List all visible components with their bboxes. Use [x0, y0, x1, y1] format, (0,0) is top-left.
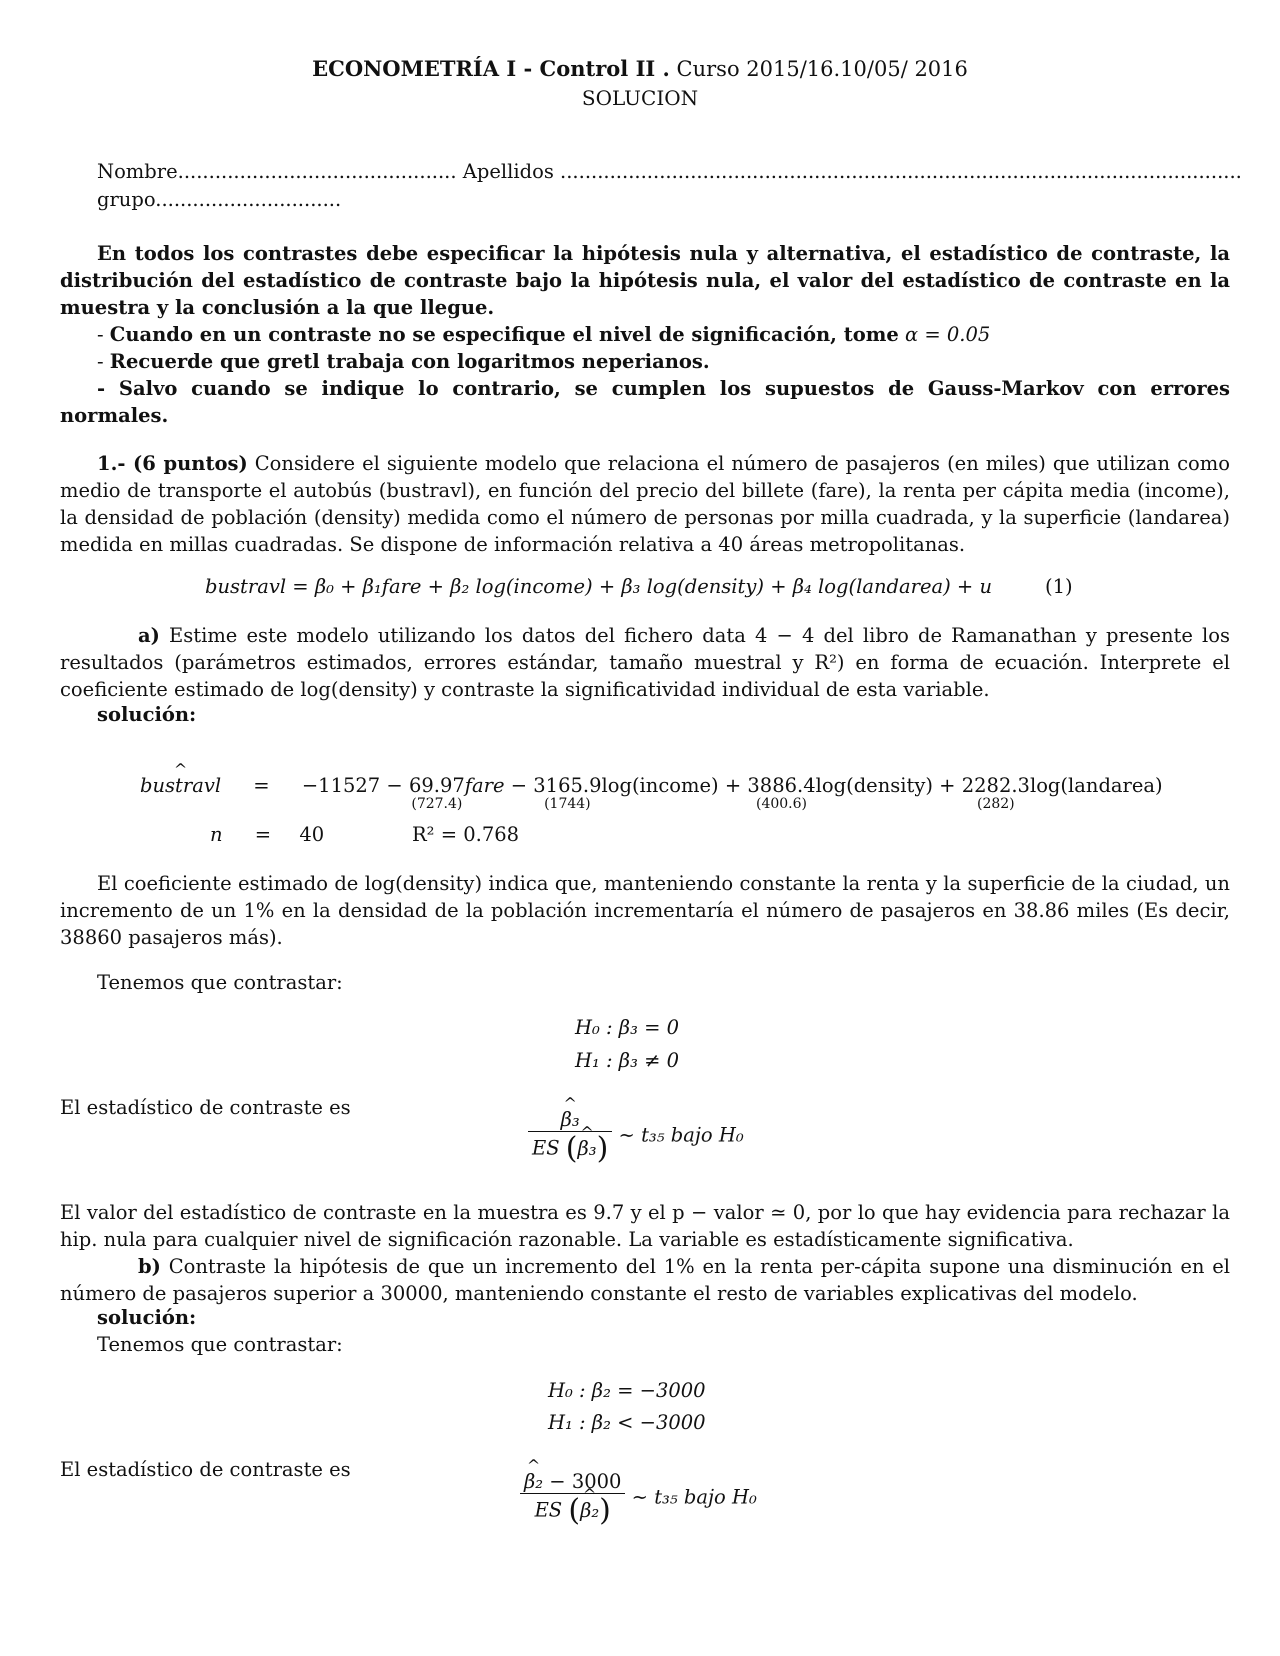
name-field[interactable] — [97, 160, 1242, 183]
term-fare: fare − — [464, 774, 528, 797]
model-equation: bustravl = β₀ + β₁fare + β₂ log(income) + β₃ log(density) + β₄ log(landarea) + u — [205, 575, 993, 598]
question-b-label: b) — [138, 1255, 161, 1278]
title-course: Curso 2015/16.10/05/ 2016 — [676, 57, 968, 81]
beta3-hat: ^ β₃ — [561, 1108, 580, 1131]
term-income: log(income) + — [601, 774, 742, 797]
interpretation-paragraph: El coeficiente estimado de log(density) indica que, manteniendo constante la renta y la superficie de la ciudad, un incremento de un 1% en la densidad de la población incrementaría el número de pasajeros en 38.86 miles (Es decir, 38860 pasajeros más). — [60, 872, 1230, 949]
question-1 — [60, 450, 1230, 558]
null-hypothesis-a: H₀ : β₃ = 0 — [575, 1016, 680, 1039]
test-statistic-a: ^ $\frac{\text{β₃}}{\text{ES (\textasciicircum{} β₃)}}$ ∼ t₃₅ bajo H₀ — [528, 1108, 744, 1164]
question-a — [60, 622, 1230, 703]
bullet: - — [97, 323, 110, 346]
se-income: (1744) — [544, 796, 591, 812]
test-statistic-b: ^ $\frac{\text{β₂ − 3000}}{\text{ES (\textasciicircum{} β₂)}}$ ∼ t₃₅ bajo H₀ — [520, 1470, 757, 1526]
equals-sign: = — [253, 774, 270, 797]
solution-b-label: solución: — [97, 1306, 197, 1329]
distribution-b: ∼ t₃₅ bajo H₀ — [631, 1485, 757, 1509]
sample-size-row: n = 40 — [210, 823, 325, 846]
se-landarea: (282) — [977, 796, 1015, 812]
null-hypothesis-b: H₀ : β₂ = −3000 — [548, 1379, 706, 1402]
stat-intro-b: El estadístico de contraste es — [60, 1458, 351, 1481]
es-label: ES — [534, 1498, 563, 1522]
beta3-hat-den: ^ β₃ — [578, 1137, 597, 1160]
se-fare: (727.4) — [411, 796, 463, 812]
term-density: log(density) + — [815, 774, 956, 797]
beta2-hat-den: ^ β₂ — [580, 1499, 599, 1522]
n-value: 40 — [299, 823, 325, 846]
coef-landarea: 2282.3 (282) — [961, 774, 1030, 812]
question-1-label: 1.- (6 puntos) — [97, 452, 248, 475]
test-intro-a: Tenemos que contrastar: — [97, 971, 343, 994]
question-b-text: Contraste la hipótesis de que un incremento del 1% en la renta per-cápita supone una disminución en el número de pasajeros superior a 30000, manteniendo constante el resto de variables explicativas del modelo. — [60, 1255, 1230, 1305]
num-rest: − 3000 — [543, 1470, 622, 1493]
term-landarea: log(landarea) — [1029, 774, 1163, 797]
alpha-value: α = 0.05 — [905, 323, 991, 346]
beta2-hat: ^ β₂ — [524, 1470, 543, 1493]
es-label: ES — [532, 1136, 560, 1160]
r-squared: R² = 0.768 — [412, 823, 520, 846]
question-b — [60, 1253, 1230, 1307]
coef-income: 3165.9 (1744) — [533, 774, 602, 812]
question-a-label: a) — [138, 624, 160, 647]
se-density: (400.6) — [756, 796, 808, 812]
bullet: - — [97, 350, 110, 373]
instructions-paragraph: En todos los contrastes debe especificar la hipótesis nula y alternativa, el estadístico de contraste, la distribución del estadístico de contraste bajo la hipótesis nula, el valor del estadístico de contraste en la muestra y la conclusión a la que llegue. — [60, 242, 1230, 319]
intercept: −11527 − — [301, 774, 403, 797]
group-field[interactable]: grupo.............................. — [97, 188, 342, 211]
distribution-a: ∼ t₃₅ bajo H₀ — [618, 1123, 744, 1147]
instruction-significance-text: Cuando en un contraste no se especifique el nivel de significación, tome — [109, 323, 899, 346]
solution-a-label: solución: — [97, 703, 197, 726]
coef-density: 3886.4 (400.6) — [747, 774, 816, 812]
model-equation-number: (1) — [1045, 575, 1073, 598]
estimated-equation — [140, 774, 1163, 812]
page-title — [0, 56, 1280, 81]
question-a-text: Estime este modelo utilizando los datos del fichero data 4 − 4 del libro de Ramanathan y presente los resultados (parámetros estimados, errores estándar, tamaño muestral y R²) en forma de ecuación. Interprete el coeficiente estimado de log(density) y contraste la significatividad individual de esta variable. — [60, 624, 1230, 701]
instruction-significance — [97, 321, 1230, 348]
alt-hypothesis-b: H₁ : β₂ < −3000 — [548, 1411, 706, 1434]
stat-intro-a: El estadístico de contraste es — [60, 1096, 351, 1119]
estimated-lhs: ^ bustravl — [140, 774, 221, 797]
alt-hypothesis-a: H₁ : β₃ ≠ 0 — [575, 1049, 680, 1072]
page-subtitle: SOLUCION — [581, 86, 699, 110]
n-label: n — [210, 823, 223, 846]
instruction-gretl — [97, 348, 1230, 375]
title-bold: ECONOMETRÍA I - Control II . — [312, 56, 670, 81]
question-1-text: Considere el siguiente modelo que relaciona el número de pasajeros (en miles) que utilizan como medio de transporte el autobús (bustravl), en función del precio del billete (fare), la renta per cápita media (income), la densidad de población (density) medida como el número de personas por milla cuadrada, y la superficie (landarea) medida en millas cuadradas. Se dispone de información relativa a 40 áreas metropolitanas. — [60, 452, 1231, 556]
instruction-gretl-text: Recuerde que gretl trabaja con logaritmos neperianos. — [109, 350, 710, 373]
surname-label: Apellidos .............................................................................................................. — [462, 160, 1242, 183]
instruction-gauss-markov: - Salvo cuando se indique lo contrario, se cumplen los supuestos de Gauss-Markov con errores normales. — [60, 377, 1230, 427]
test-intro-b: Tenemos que contrastar: — [97, 1333, 343, 1356]
name-label: Nombre............................................. — [97, 160, 457, 183]
conclusion-a: El valor del estadístico de contraste en la muestra es 9.7 y el p − valor ≃ 0, por lo que hay evidencia para rechazar la hip. nula para cualquier nivel de significación razonable. La variable es estadísticamente significativa. — [60, 1201, 1230, 1251]
coef-fare: 69.97 (727.4) — [408, 774, 465, 812]
